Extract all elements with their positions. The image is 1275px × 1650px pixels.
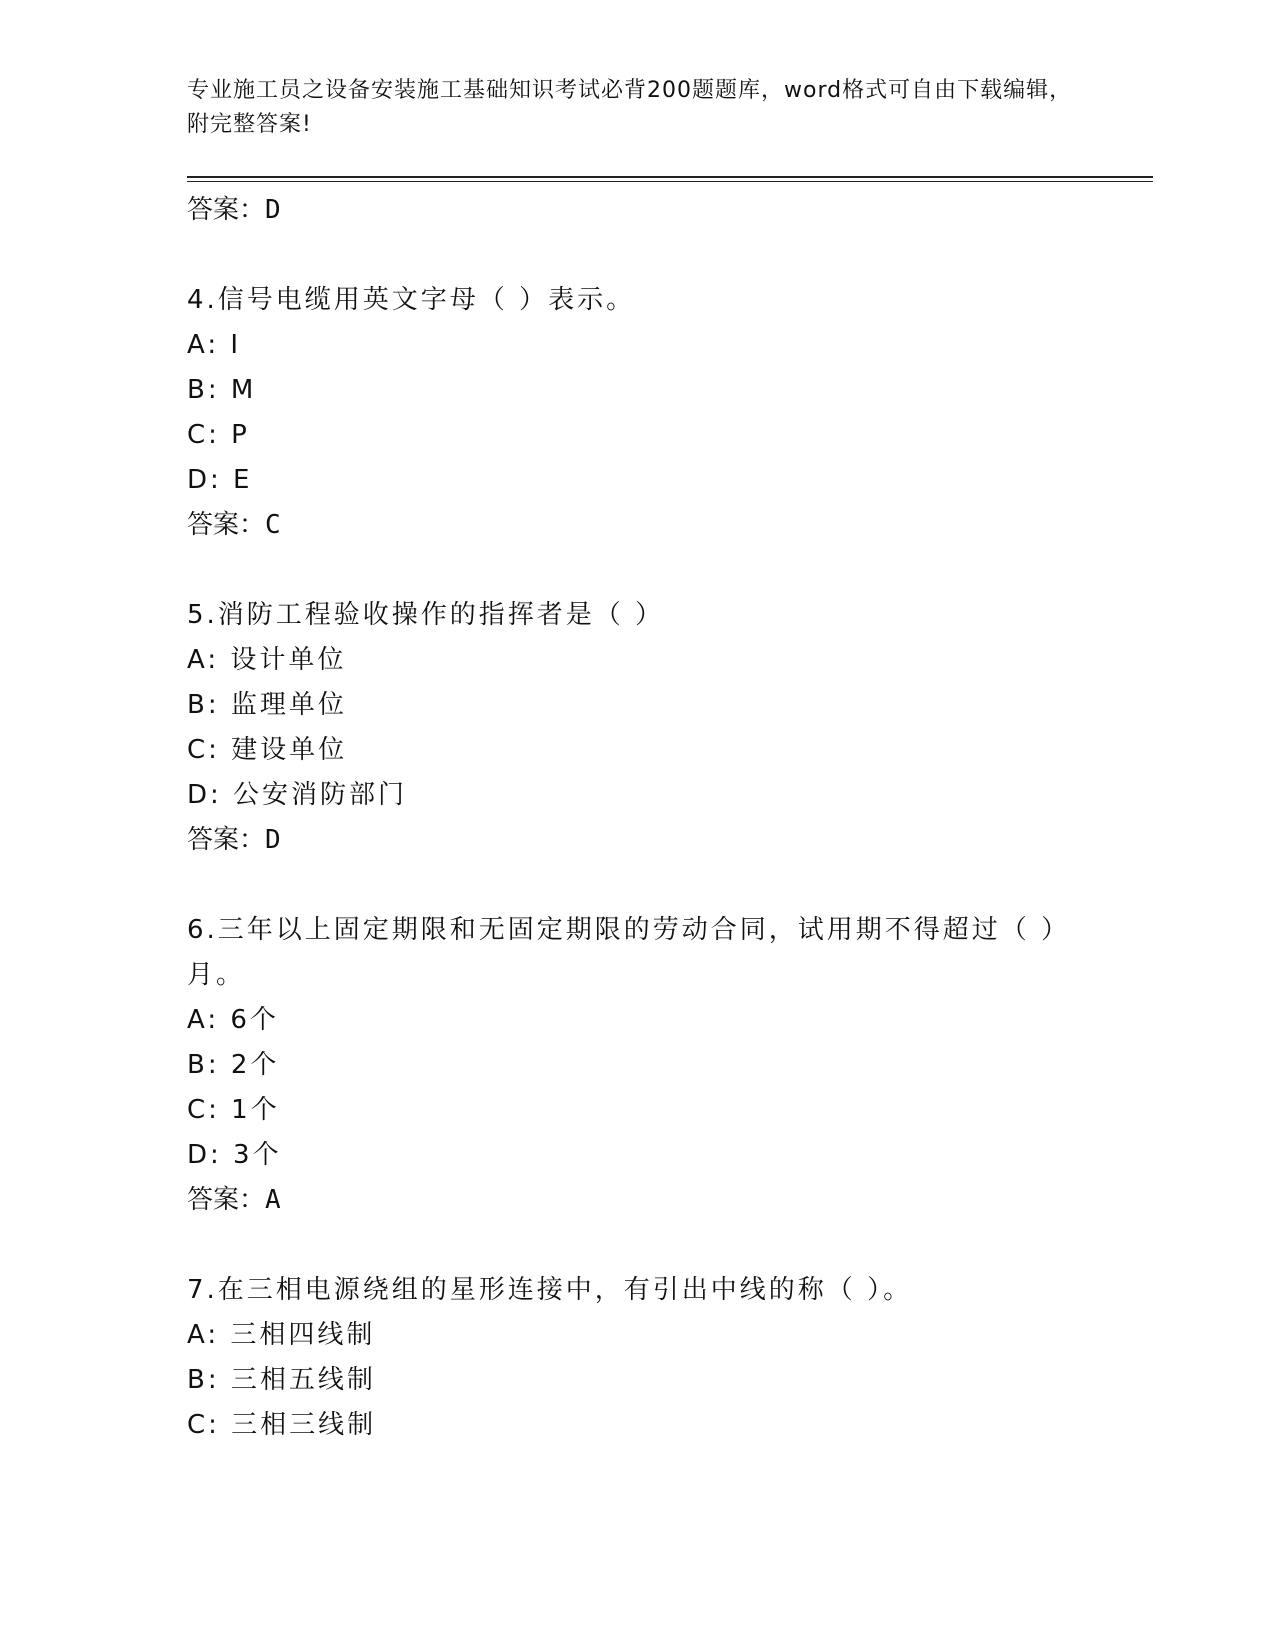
answer-label: 答案： <box>187 195 266 225</box>
question-item <box>187 1268 1117 1448</box>
answer-label: 答案： <box>187 510 266 540</box>
answer-value: D <box>265 825 281 855</box>
option-b: B: 三相五线制 <box>187 1365 376 1395</box>
option-c: C: P <box>187 420 250 450</box>
question-stem: 4.信号电缆用英文字母（ ）表示。 <box>187 285 636 315</box>
option-d: D: 3个 <box>187 1140 282 1170</box>
question-stem: 6.三年以上固定期限和无固定期限的劳动合同，试用期不得超过（ ）月。 <box>187 915 1071 990</box>
header-divider-thin <box>187 181 1153 182</box>
answer-line <box>187 503 1117 548</box>
answer-value: A <box>265 1185 281 1215</box>
question-stem: 5.消防工程验收操作的指挥者是（ ） <box>187 600 665 630</box>
answer-line <box>187 818 1117 863</box>
question-list <box>187 188 1117 1448</box>
option-a: A: I <box>187 330 242 360</box>
option-c: C: 1个 <box>187 1095 280 1125</box>
answer-line <box>187 188 1117 233</box>
option-b: B: 2个 <box>187 1050 280 1080</box>
option-d: D: E <box>187 465 253 495</box>
option-c: C: 建设单位 <box>187 735 348 765</box>
option-c: C: 三相三线制 <box>187 1410 377 1440</box>
answer-label: 答案： <box>187 1185 266 1215</box>
question-item <box>187 278 1117 548</box>
document-header: 专业施工员之设备安装施工基础知识考试必背200题题库，word格式可自由下载编辑，附完整答案! <box>187 78 1073 137</box>
answer-value: D <box>265 195 281 225</box>
option-b: B: 监理单位 <box>187 690 347 720</box>
answer-value: C <box>265 510 281 540</box>
option-b: B: M <box>187 375 257 405</box>
option-a: A: 6个 <box>187 1005 279 1035</box>
answer-line <box>187 1178 1117 1223</box>
header-divider-thick <box>187 176 1153 178</box>
question-item <box>187 593 1117 863</box>
option-a: A: 设计单位 <box>187 645 347 675</box>
question-item <box>187 908 1117 1223</box>
answer-label: 答案： <box>187 825 266 855</box>
option-a: A: 三相四线制 <box>187 1320 376 1350</box>
question-stem: 7.在三相电源绕组的星形连接中，有引出中线的称（ ）。 <box>187 1275 913 1305</box>
option-d: D: 公安消防部门 <box>187 780 408 810</box>
